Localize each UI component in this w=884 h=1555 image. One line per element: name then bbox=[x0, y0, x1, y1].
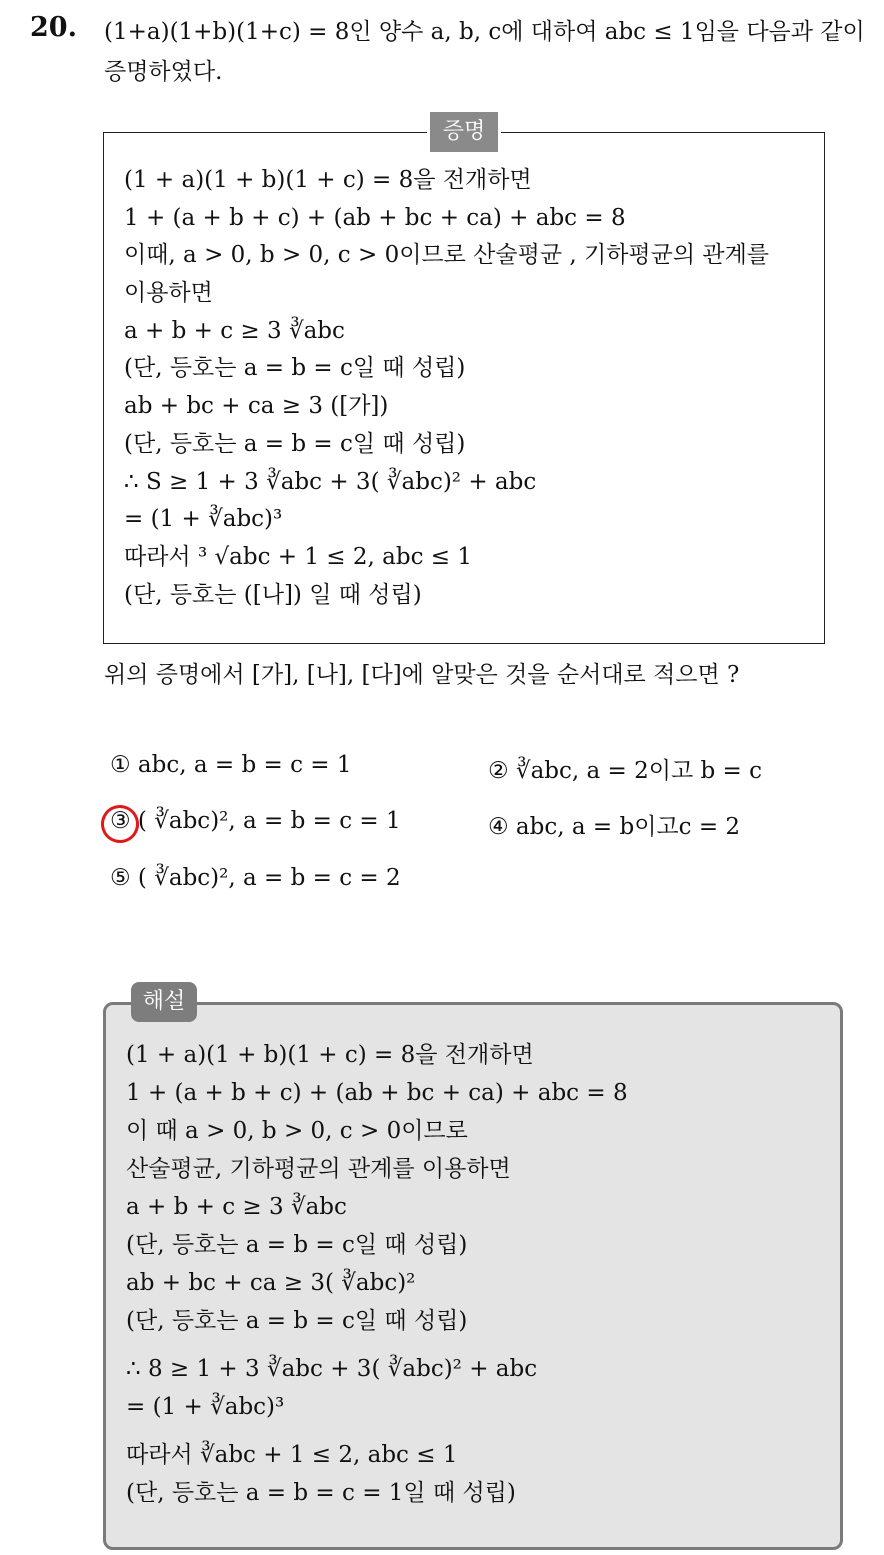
solution-line: (단, 등호는 a = b = c = 1일 때 성립) bbox=[126, 1480, 516, 1506]
proof-line: (단, 등호는 a = b = c일 때 성립) bbox=[124, 355, 466, 382]
choice-3-number: ③ bbox=[110, 808, 131, 834]
solution-gap bbox=[126, 1426, 826, 1436]
solution-line: 따라서 ∛abc + 1 ≤ 2, abc ≤ 1 bbox=[126, 1442, 458, 1468]
question-prompt: 위의 증명에서 [가], [나], [다]에 알맞은 것을 순서대로 적으면 ? bbox=[104, 662, 740, 688]
question-number: 20. bbox=[30, 12, 77, 43]
proof-line: 1 + (a + b + c) + (ab + bc + ca) + abc = 8 bbox=[124, 204, 626, 231]
solution-gap bbox=[126, 1340, 826, 1350]
solution-line: ∴ 8 ≥ 1 + 3 ∛abc + 3( ∛abc)² + abc bbox=[126, 1356, 538, 1382]
solution-line: ab + bc + ca ≥ 3( ∛abc)² bbox=[126, 1270, 416, 1296]
proof-line: (1 + a)(1 + b)(1 + c) = 8을 전개하면 bbox=[124, 167, 532, 193]
proof-line: = (1 + ∛abc)³ bbox=[124, 506, 283, 533]
solution-line: (단, 등호는 a = b = c일 때 성립) bbox=[126, 1232, 468, 1258]
proof-tag: 증명 bbox=[430, 112, 498, 152]
choice-2[interactable]: ② ∛abc, a = 2이고 b = c bbox=[488, 758, 763, 784]
solution-line: 1 + (a + b + c) + (ab + bc + ca) + abc = 8 bbox=[126, 1080, 628, 1106]
solution-line: (단, 등호는 a = b = c일 때 성립) bbox=[126, 1308, 468, 1334]
solution-line: 이 때 a > 0, b > 0, c > 0이므로 bbox=[126, 1118, 468, 1144]
choice-3[interactable] bbox=[110, 808, 401, 834]
choice-5[interactable]: ⑤ ( ∛abc)², a = b = c = 2 bbox=[110, 865, 401, 891]
proof-line: ∴ S ≥ 1 + 3 ∛abc + 3( ∛abc)² + abc bbox=[124, 468, 537, 495]
solution-line: = (1 + ∛abc)³ bbox=[126, 1394, 285, 1420]
solution-line: a + b + c ≥ 3 ∛abc bbox=[126, 1194, 347, 1220]
choice-4[interactable]: ④ abc, a = b이고c = 2 bbox=[488, 814, 741, 840]
proof-line: ab + bc + ca ≥ 3 ([가]) bbox=[124, 393, 389, 420]
proof-line: 이용하면 bbox=[124, 280, 213, 307]
choice-3-label: ( ∛abc)², a = b = c = 1 bbox=[130, 808, 401, 834]
proof-line: (단, 등호는 ([나]) 일 때 성립) bbox=[124, 581, 422, 608]
solution-lines bbox=[126, 1036, 826, 1512]
choice-1[interactable]: ① abc, a = b = c = 1 bbox=[110, 752, 352, 778]
proof-line: a + b + c ≥ 3 ∛abc bbox=[124, 317, 345, 344]
proof-line: (단, 등호는 a = b = c일 때 성립) bbox=[124, 430, 466, 457]
proof-line: 따라서 ³ √abc + 1 ≤ 2, abc ≤ 1 bbox=[124, 543, 472, 570]
proof-line: 이때, a > 0, b > 0, c > 0이므로 산술평균 , 기하평균의 관계를 bbox=[124, 242, 770, 269]
question-text: (1+a)(1+b)(1+c) = 8인 양수 a, b, c에 대하여 abc ≤ 1임을 다음과 같이 증명하였다. bbox=[104, 19, 865, 85]
solution-tag: 해설 bbox=[131, 982, 197, 1022]
solution-line: (1 + a)(1 + b)(1 + c) = 8을 전개하면 bbox=[126, 1042, 534, 1068]
solution-line: 산술평균, 기하평균의 관계를 이용하면 bbox=[126, 1156, 511, 1182]
proof-lines bbox=[124, 162, 824, 614]
